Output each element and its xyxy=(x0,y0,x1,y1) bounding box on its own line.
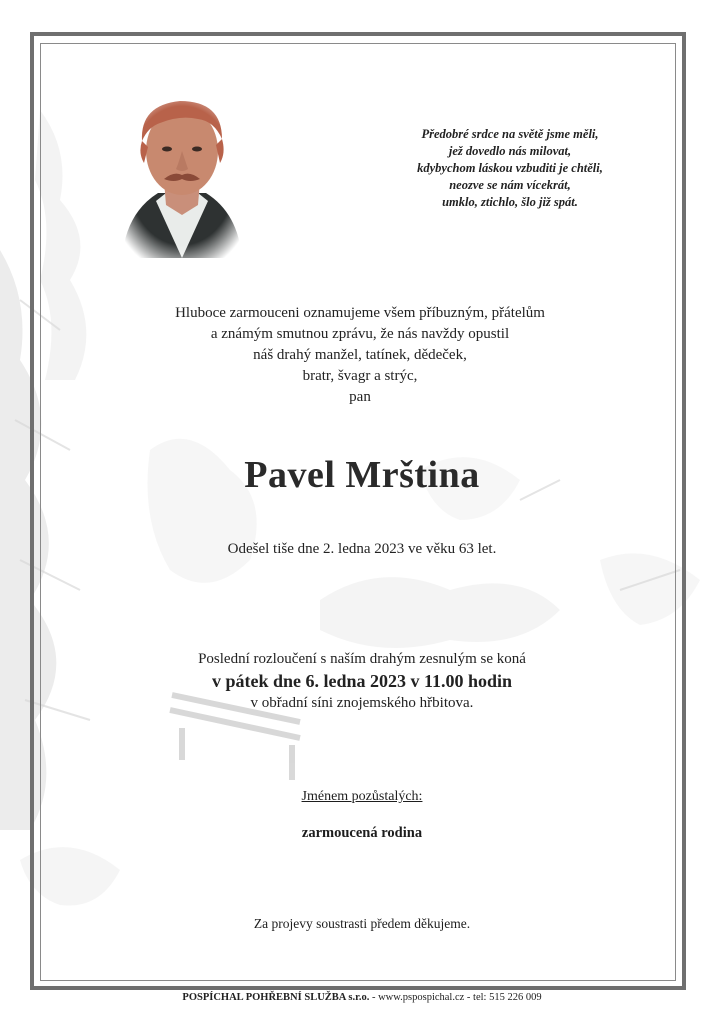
intro-line: Hluboce zarmouceni oznamujeme všem příbuzným, přátelům xyxy=(175,305,545,321)
deceased-name: Pavel Mrština xyxy=(244,454,480,496)
funeral-service-footer xyxy=(0,991,724,1005)
poem-line: kdybychom láskou vzbuditi je chtěli, xyxy=(417,161,603,175)
intro-line: bratr, švagr a strýc, xyxy=(302,368,418,384)
funeral-date-time: v pátek dne 6. ledna 2023 v 11.00 hodin xyxy=(211,671,513,691)
funeral-service-name: POSPÍCHAL POHŘEBNÍ SLUŽBA s.r.o. xyxy=(182,992,370,1003)
announcement-intro xyxy=(110,303,610,408)
family-signature: zarmoucená rodina xyxy=(301,825,423,841)
funeral-service-contact: - www.pspospichal.cz - tel: 515 226 009 xyxy=(369,992,542,1003)
funeral-details xyxy=(112,649,612,713)
poem-line: neozve se nám vícekrát, xyxy=(449,178,571,192)
thanks-note: Za projevy soustrasti předem děkujeme. xyxy=(253,916,471,931)
behalf-label-text: Jménem pozůstalých: xyxy=(301,789,423,804)
funeral-line-intro: Poslední rozloučení s naším drahým zesnulým se koná xyxy=(198,651,526,667)
behalf-label xyxy=(112,788,612,806)
intro-line: pan xyxy=(349,389,371,405)
poem-line: Předobré srdce na světě jsme měli, xyxy=(421,127,599,141)
funeral-location: v obřadní síni znojemského hřbitova. xyxy=(250,695,474,711)
intro-line: a známým smutnou zprávu, že nás navždy opustil xyxy=(210,326,510,342)
intro-line: náš drahý manžel, tatínek, dědeček, xyxy=(253,347,467,363)
poem-line: umklo, ztichlo, šlo již spát. xyxy=(442,195,578,209)
death-notice: Odešel tiše dne 2. ledna 2023 ve věku 63 let. xyxy=(227,541,497,557)
deceased-portrait xyxy=(118,93,246,258)
memorial-poem xyxy=(360,126,660,211)
poem-line: jež dovedlo nás milovat, xyxy=(448,144,572,158)
